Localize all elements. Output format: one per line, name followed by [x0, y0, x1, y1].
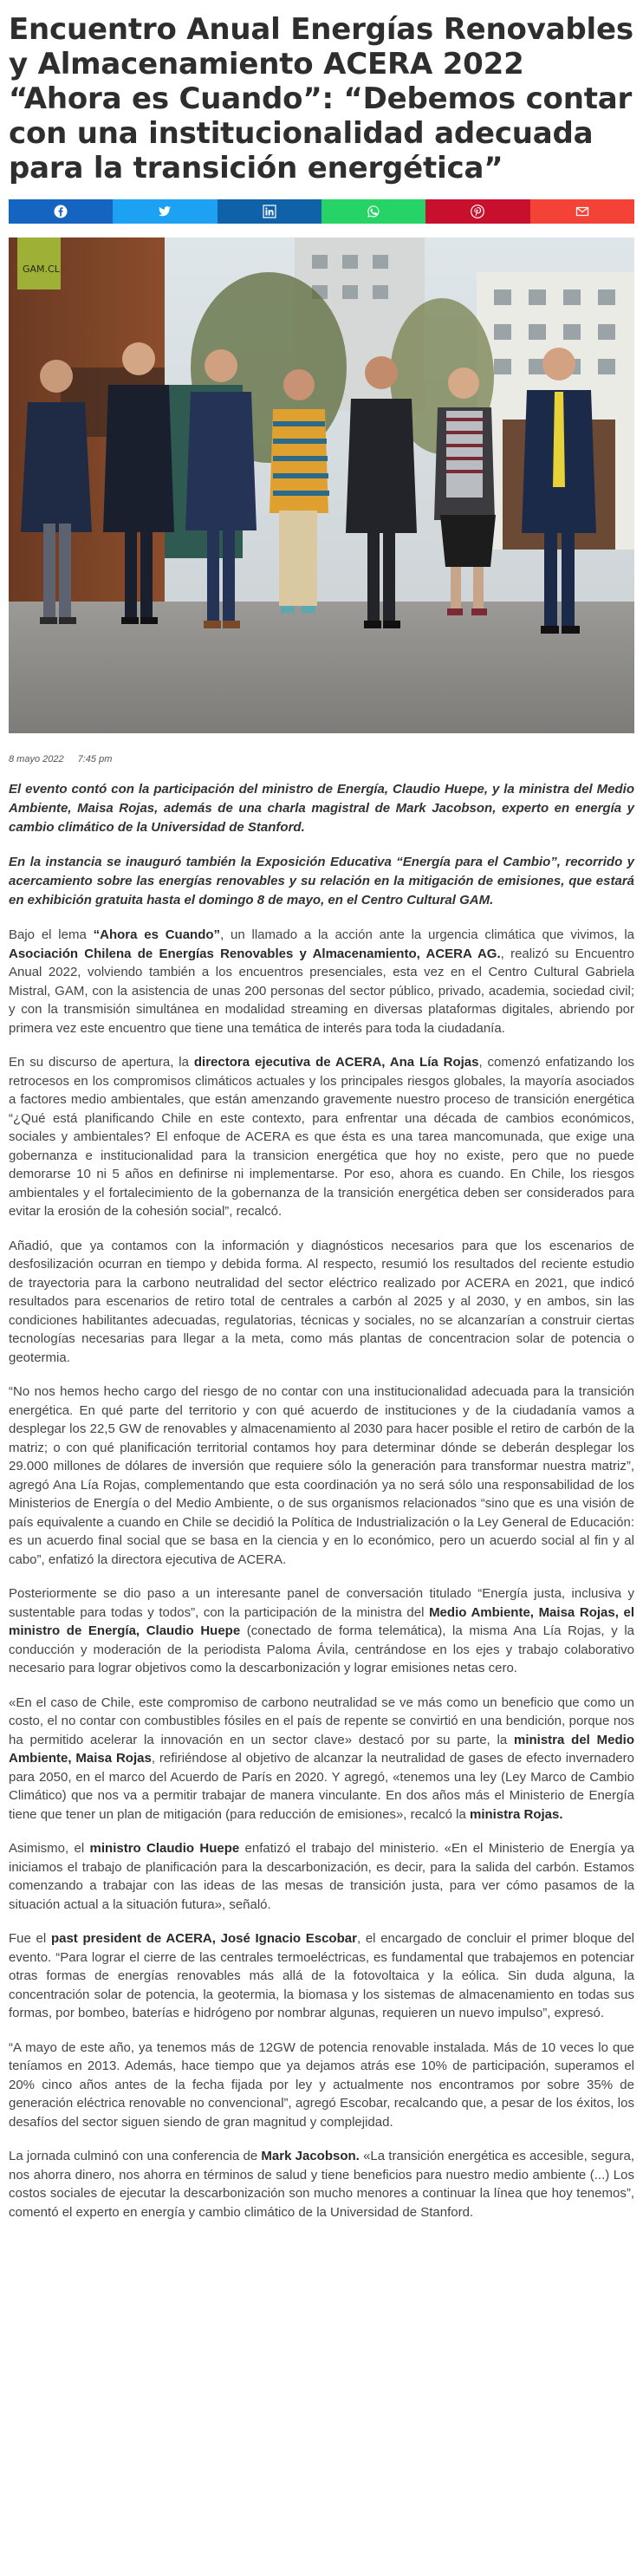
lead-paragraph-2: En la instancia se inauguró también la Exposición Educativa “Energía para el Cambio”, recorrido y acercamiento sobre las energías renovables y su relación en la mitigación de emisiones, que estará en exhibición gratuita hasta el domingo 8 de mayo, en el Centro Cultural GAM.	[9, 855, 634, 907]
body-paragraph-1: Bajo el lema “Ahora es Cuando”, un llamado a la acción ante la urgencia climática que vivimos, la Asociación Chilena de Energías Renovables y Almacenamiento, ACERA AG., realizó su Encuentro Anual 2022, volviendo también a los encuentros presenciales, esta vez en el Centro Cultural Gabriela Mistral, GAM, con la asistencia de unas 200 personas del sector público, privado, academia, sociedad civil; y con la transmisión simultánea en modalidad streaming en diversas plataformas digitales, abriendo por primera vez este encuentro que tiene una temática de interés para toda la ciudadanía.	[9, 927, 635, 1036]
share-twitter-button[interactable]	[113, 199, 217, 224]
body-paragraph-5: Posteriormente se dio paso a un interesante panel de conversación titulado “Energía justa, inclusiva y sustentable para todas y todos”, con la participación de la ministra del Medio Ambiente, Maisa Rojas, el ministro de Energía, Claudio Huepe (conectado de forma telemática), la misma Ana Lía Rojas, y la conducción y moderación de la periodista Paloma Ávila, centrándose en los ejes y trabajo colaborativo necesario para lograr objetivos como la descarbonización y lograr emisiones netas cero.	[9, 1586, 635, 1675]
facebook-icon	[54, 205, 68, 218]
body-paragraph-9: “A mayo de este año, ya tenemos más de 12GW de potencia renovable instalada. Más de 10 veces lo que teníamos en 2013. Además, hace tiempo que ya dejamos atrás ese 10% de participación, superamos el 20% cinco años antes de la fecha fijada por ley y actualmente nos encontramos por sobre 35% de generación eléctrica renovable no convencional”, agregó Escobar, recalcando que, a pesar de los éxitos, los desafíos del sector siguen siendo de gran magnitud y complejidad.	[9, 2039, 634, 2130]
share-bar	[9, 199, 634, 224]
article-date: 8 mayo 2022	[9, 754, 64, 764]
linkedin-icon	[263, 205, 276, 218]
article-title: Encuentro Anual Energías Renovables y Almacenamiento ACERA 2022 “Ahora es Cuando”: “Debemos contar con una institucionalidad adecuada para la transición energética”	[9, 12, 633, 185]
share-pinterest-button[interactable]	[425, 199, 529, 224]
whatsapp-icon	[367, 205, 380, 218]
email-icon	[575, 205, 589, 218]
body-paragraph-7: Asimismo, el ministro Claudio Huepe enfatizó el trabajo del ministerio. «En el Ministerio de Energía ya iniciamos el trabajo de planificación para la descarbonización, es decir, para la salida del carbón. Estamos comenzando a trabajar con las ideas de las mesas de transición justa, para ver cómo pasamos de la situación actual a la situación futura», señaló.	[9, 1841, 634, 1912]
photo-sign-text: GAM.CL	[23, 263, 60, 275]
body-paragraph-4: “No nos hemos hecho cargo del riesgo de no contar con una institucionalidad adecuada para la transición energética. En qué parte del territorio y con qué acuerdo de instituciones y de la ciudadanía vamos a desplegar los 22,5 GW de renovables y almacenamiento al 2030 para hacer posible el retiro de carbón de la matriz; o con qué planificación territorial contamos hoy para determinar dónde se deberán desplegar los 29.000 millones de dólares de inversión que requiere sólo la generación para transformar nuestra matriz”, agregó Ana Lía Rojas, complementando que esta coordinación ya no será sólo una responsabilidad de los Ministerios de Energía o del Medio Ambiente, o de sus organismos relacionados “sino que es una visión de país equivalente a cuando en Chile se decidió la Política de Industrialización o la Ley General de Educación: es un acuerdo final social que se basa en la ciencia y en lo económico, pero un acuerdo social al fin y al cabo”, enfatizó la directora ejecutiva de ACERA.	[9, 1384, 634, 1567]
body-paragraph-6: «En el caso de Chile, este compromiso de carbono neutralidad se ve más como un beneficio que como un costo, el no contar con combustibles fósiles en el país de repente se convirtió en una bendición, porque nos ha permitido acelerar la innovación en un sector clave» destacó por su parte, la ministra del Medio Ambiente, Maisa Rojas, refiriéndose al objetivo de alcanzar la neutralidad de gases de efecto invernadero para 2050, en el marco del Acuerdo de París en 2020. Y agregó, «tenemos una ley (Ley Marco de Cambio Climático) que nos va a permitir trabajar de manera vinculante. En dos años más el Ministerio de Energía tiene que tener un plan de mitigación (para reducción de emisiones», recalcó la ministra Rojas.	[9, 1695, 635, 1822]
article-time: 7:45 pm	[77, 754, 113, 764]
article-meta	[9, 754, 634, 764]
lead-paragraph-1: El evento contó con la participación del ministro de Energía, Claudio Huepe, y la ministra del Medio Ambiente, Maisa Rojas, además de una charla magistral de Mark Jacobson, experto en energía y cambio climático de la Universidad de Stanford.	[9, 782, 634, 835]
share-linkedin-button[interactable]	[218, 199, 322, 224]
event-photo	[9, 237, 634, 733]
share-email-button[interactable]	[530, 199, 634, 224]
event-group-photo	[9, 237, 634, 733]
share-facebook-button[interactable]	[9, 199, 113, 224]
body-paragraph-3: Añadió, que ya contamos con la información y diagnósticos necesarios para que los escenarios de desfosilización ocurran en tiempo y debida forma. Al respecto, resumió los resultados del reciente estudio de trayectoria para la carbono neutralidad del sector eléctrico realizado por ACERA en 2021, que indicó resultados para escenarios de retiro total de centrales a carbón al 2025 y al 2030, y en ambos, sin las condiciones habilitantes adecuadas, regulatorias, técnicas y sociales, no se alcanzarían a construir ciertas tecnologías necesarias para llegar a la meta, como más plantas de concentracion solar de potencia o geotermia.	[9, 1238, 634, 1365]
share-whatsapp-button[interactable]	[322, 199, 425, 224]
body-paragraph-8: Fue el past president de ACERA, José Ignacio Escobar, el encargado de concluir el primer bloque del evento. “Para lograr el cierre de las centrales termoeléctricas, es fundamental que trabajemos en potenciar otras formas de energías renovables más allá de la fotovoltaica y la eólica. Sin duda alguna, la concentración solar de potencia, la geotermia, la biomasa y los sistemas de almacenamiento en todas sus formas, por bombeo, baterías e hidrógeno por nombrar algunas, requieren un nuevo impulso”, expresó.	[9, 1931, 634, 2020]
body-paragraph-2: En su discurso de apertura, la directora ejecutiva de ACERA, Ana Lía Rojas, comenzó enfatizando los retrocesos en los compromisos climáticos actuales y los principales riesgos globales, la mayoría asociados a factores medio ambientales, que están amenzando gravemente nuestro proceso de transición energética “¿Qué está planificando Chile en este contexto, para enfrentar una década de cambios económicos, sociales y ambientales? El enfoque de ACERA es que ésta es una tarea mancomunada, que exige una gobernanza e institucionalidad para la transicion energética que hoy no existe, pero que no puede demorarse 10 ni 5 años en definirse ni implementarse. Por eso, ahora es cuando. En Chile, los riesgos ambientales y el fortalecimiento de la gobernanza de la transición energética deben ser considerados para evitar la erosión de la cohesión social”, recalcó.	[9, 1055, 634, 1219]
body-paragraph-10: La jornada culminó con una conferencia de Mark Jacobson. «La transición energética es accesible, segura, nos ahorra dinero, nos ahorra en términos de salud y tiene beneficios para nuestro medio ambiente (...) Los costos sociales de ejecutar la descarbonización son mucho menores a continuar la línea que hoy tenemos”, comentó el experto en energía y cambio climático de la Universidad de Stanford.	[9, 2149, 635, 2220]
article-page	[0, 12, 643, 2221]
twitter-icon	[158, 205, 172, 218]
pinterest-icon	[471, 205, 484, 218]
